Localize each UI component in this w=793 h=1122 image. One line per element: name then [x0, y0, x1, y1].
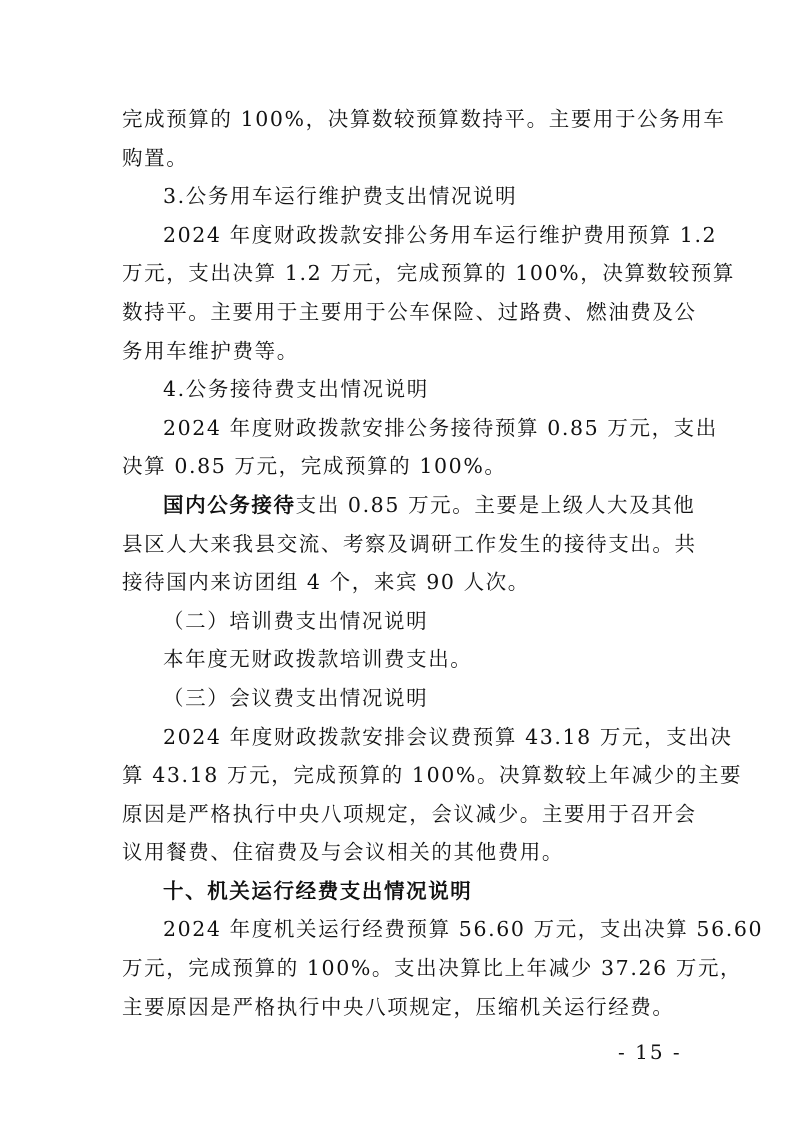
- bold-lead-domestic-reception: 国内公务接待: [163, 492, 296, 517]
- subsection-title-vehicle-maintenance: 3.公务用车运行维护费支出情况说明: [163, 184, 518, 209]
- text-line: 主要原因是严格执行中央八项规定，压缩机关运行经费。: [122, 994, 675, 1019]
- text-line: 县区人大来我县交流、考察及调研工作发生的接待支出。共: [122, 531, 697, 556]
- text-line: 务用车维护费等。: [122, 338, 299, 363]
- text-line: 万元，完成预算的 100%。支出决算比上年减少 37.26 万元，: [122, 956, 743, 981]
- text-line: 2024 年度财政拨款安排会议费预算 43.18 万元，支出决: [163, 724, 733, 749]
- text-line: 2024 年度机关运行经费预算 56.60 万元，支出决算 56.60: [163, 917, 764, 942]
- body-text: [122, 100, 764, 1026]
- text-line: 2024 年度财政拨款安排公务用车运行维护费用预算 1.2: [163, 222, 718, 247]
- text-line: 购置。: [122, 145, 189, 170]
- text-line: 决算 0.85 万元，完成预算的 100%。: [122, 454, 507, 479]
- text-line: 接待国内来访团组 4 个，来宾 90 人次。: [122, 570, 530, 595]
- text-line: 完成预算的 100%，决算数较预算数持平。主要用于公务用车: [122, 107, 726, 131]
- text-line: [122, 486, 696, 525]
- section-title-training: （二）培训费支出情况说明: [163, 608, 429, 633]
- text-line: 原因是严格执行中央八项规定，会议减少。主要用于召开会: [122, 801, 697, 826]
- text-line: 议用餐费、住宿费及与会议相关的其他费用。: [122, 840, 564, 865]
- text-line: 2024 年度财政拨款安排公务接待预算 0.85 万元，支出: [163, 415, 718, 440]
- page-number: - 15 -: [618, 1040, 682, 1064]
- text-line: 数持平。主要用于主要用于公车保险、过路费、燃油费及公: [122, 299, 697, 324]
- text-segment: 支出 0.85 万元。主要是上级人大及其他: [295, 492, 696, 517]
- text-line: 万元，支出决算 1.2 万元，完成预算的 100%，决算数较预算: [122, 261, 735, 286]
- subsection-title-reception: 4.公务接待费支出情况说明: [163, 377, 429, 402]
- section-heading-operating-expenses: 十、机关运行经费支出情况说明: [163, 878, 473, 903]
- section-title-meeting: （三）会议费支出情况说明: [163, 685, 429, 710]
- text-line: 本年度无财政拨款培训费支出。: [163, 647, 473, 672]
- text-line: 算 43.18 万元，完成预算的 100%。决算数较上年减少的主要: [122, 763, 743, 788]
